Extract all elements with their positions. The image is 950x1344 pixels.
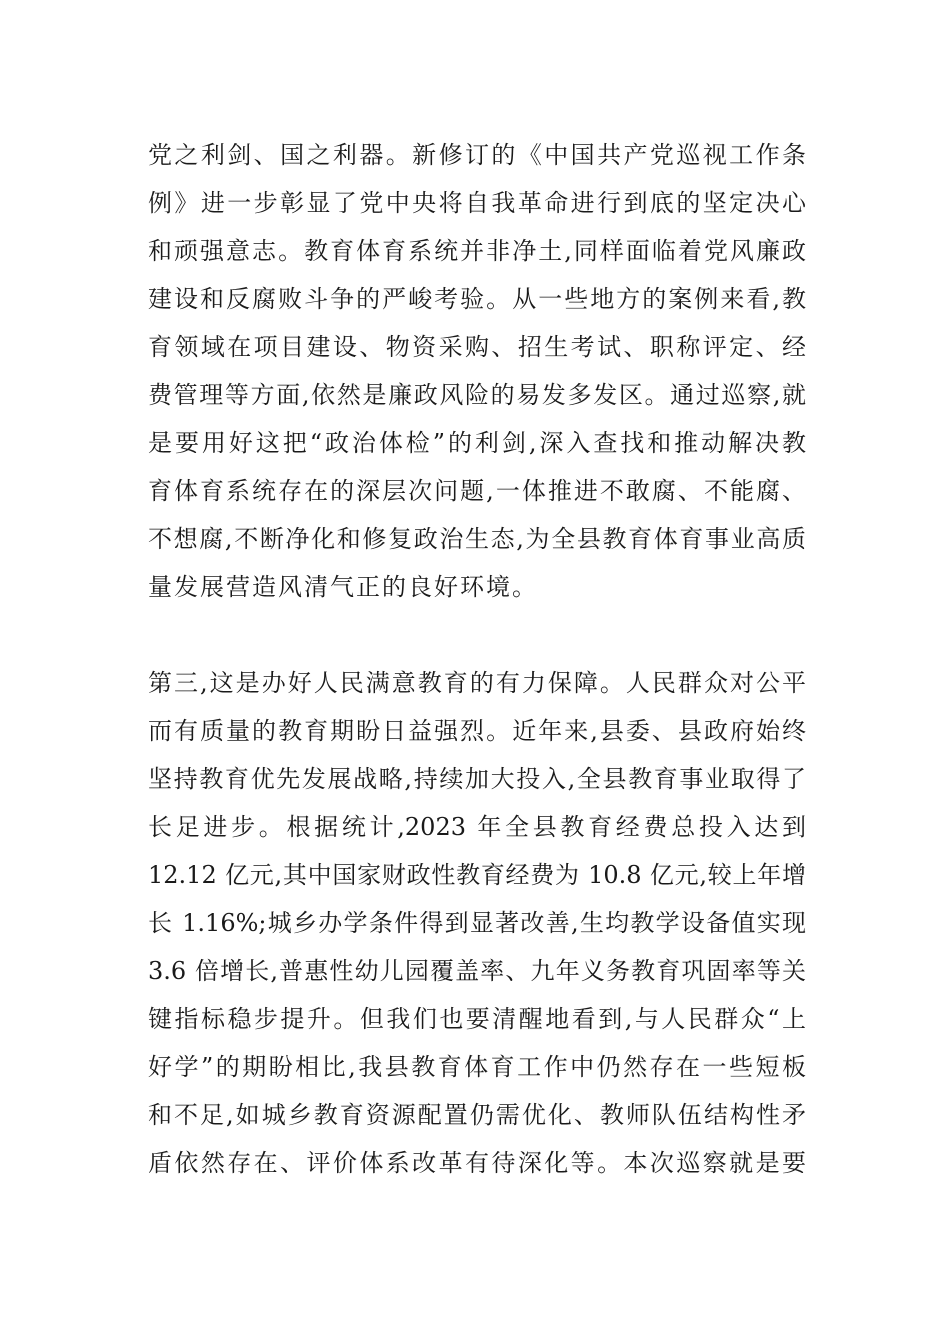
text-line: 第三,这是办好人民满意教育的有力保障。人民群众对公平 (148, 669, 806, 697)
text-line: 长足进步。根据统计,2023 年全县教育经费总投入达到 (148, 813, 806, 841)
text-line: 而有质量的教育期盼日益强烈。近年来,县委、县政府始终 (148, 717, 806, 745)
text-line: 键指标稳步提升。但我们也要清醒地看到,与人民群众“上 (148, 1005, 806, 1033)
text-line: 是要用好这把“政治体检”的利剑,深入查找和推动解决教 (148, 429, 806, 457)
text-line: 不想腐,不断净化和修复政治生态,为全县教育体育事业高质 (148, 525, 806, 553)
text-line: 费管理等方面,依然是廉政风险的易发多发区。通过巡察,就 (148, 381, 806, 409)
text-line: 3.6 倍增长,普惠性幼儿园覆盖率、九年义务教育巩固率等关 (148, 957, 806, 985)
text-line: 和顽强意志。教育体育系统并非净土,同样面临着党风廉政 (148, 237, 806, 265)
text-line: 坚持教育优先发展战略,持续加大投入,全县教育事业取得了 (148, 765, 806, 793)
text-line: 建设和反腐败斗争的严峻考验。从一些地方的案例来看,教 (148, 285, 806, 313)
text-line: 育领域在项目建设、物资采购、招生考试、职称评定、经 (148, 333, 806, 361)
text-line: 量发展营造风清气正的良好环境。 (148, 573, 538, 601)
text-line: 好学”的期盼相比,我县教育体育工作中仍然存在一些短板 (148, 1053, 806, 1081)
paragraph-2 (148, 659, 806, 1187)
text-line: 长 1.16%;城乡办学条件得到显著改善,生均教学设备值实现 (148, 909, 806, 937)
text-line: 12.12 亿元,其中国家财政性教育经费为 10.8 亿元,较上年增 (148, 861, 806, 889)
text-line: 育体育系统存在的深层次问题,一体推进不敢腐、不能腐、 (148, 477, 806, 505)
text-line: 党之利剑、国之利器。新修订的《中国共产党巡视工作条 (148, 141, 806, 169)
text-line: 和不足,如城乡教育资源配置仍需优化、教师队伍结构性矛 (148, 1101, 806, 1129)
text-line: 例》进一步彰显了党中央将自我革命进行到底的坚定决心 (148, 189, 806, 217)
document-body (148, 131, 806, 1187)
paragraph-1 (148, 131, 806, 611)
text-line: 盾依然存在、评价体系改革有待深化等。本次巡察就是要 (148, 1149, 806, 1177)
